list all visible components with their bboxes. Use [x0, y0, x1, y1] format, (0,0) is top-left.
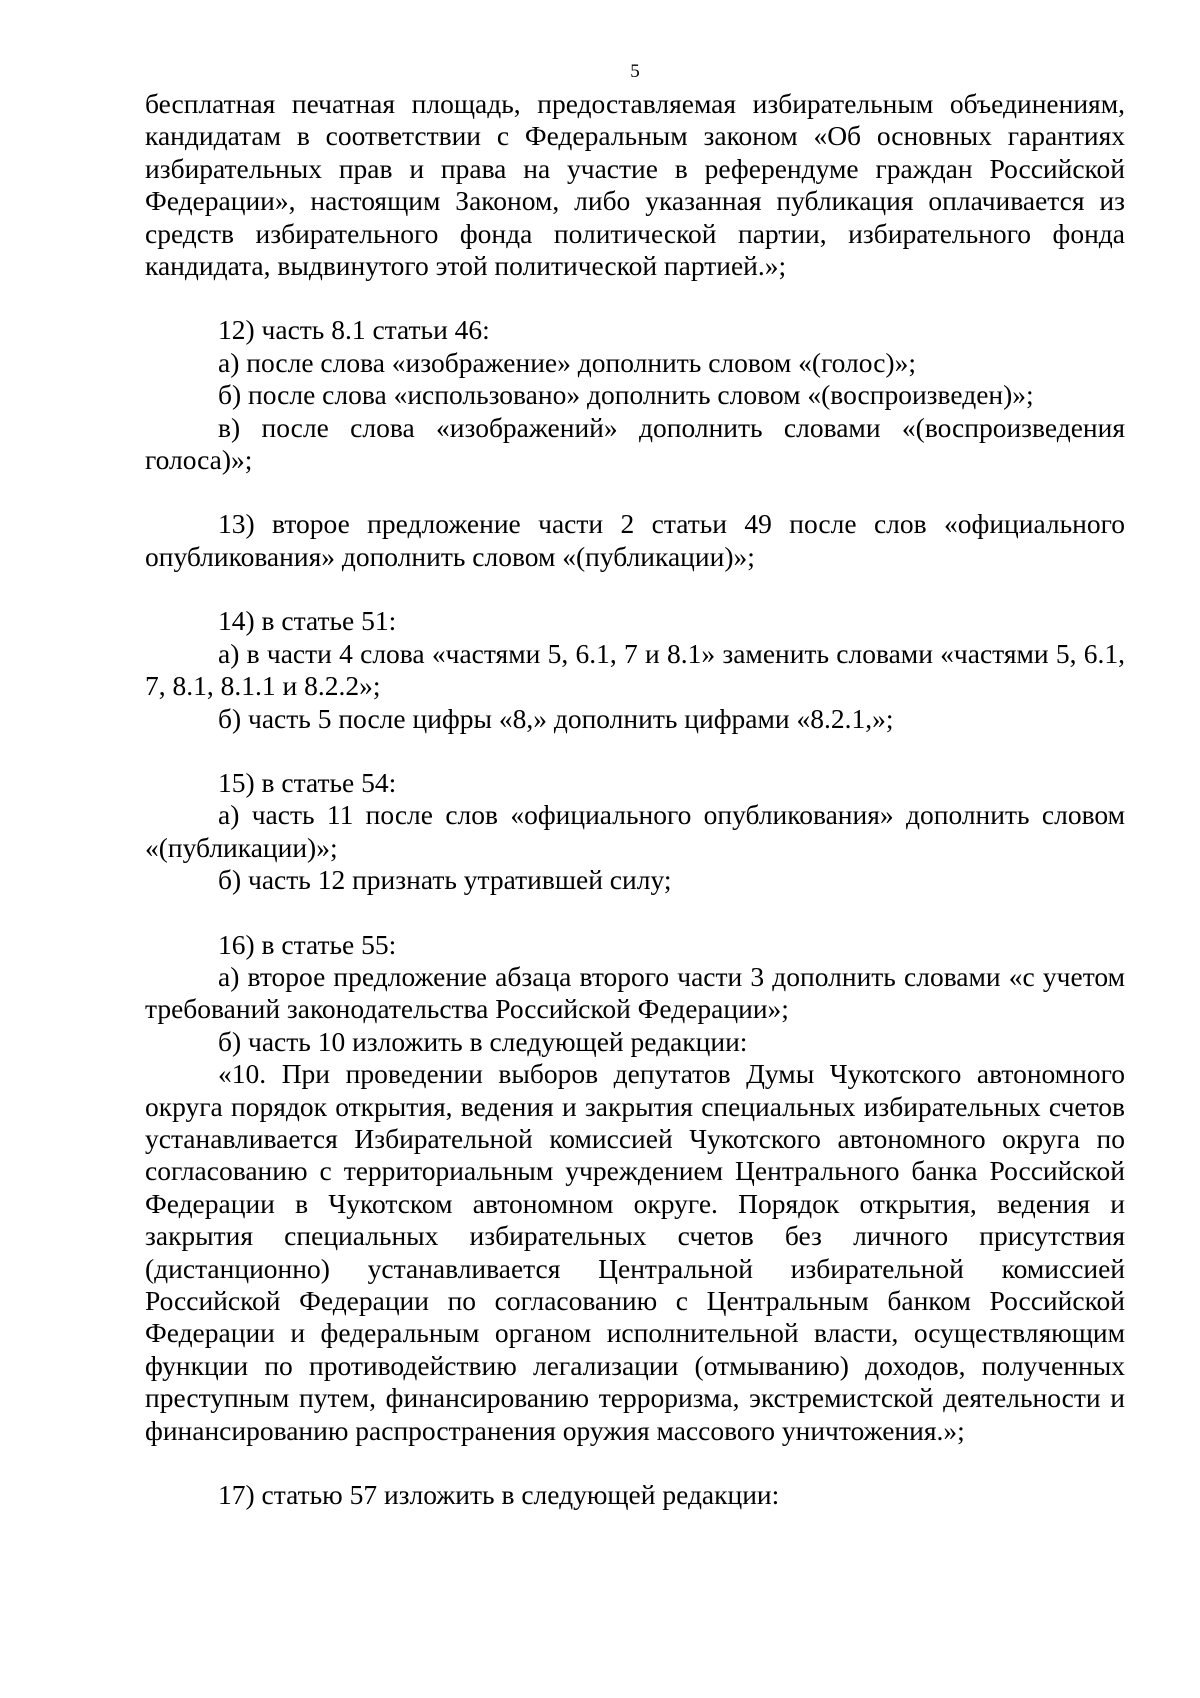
paragraph-gap	[145, 282, 1125, 314]
item-16-b: б) часть 10 изложить в следующей редакции:	[218, 1025, 748, 1057]
item-12-c: в) после слова «изображений» дополнить словами «(воспроизведения голоса)»;	[145, 411, 1125, 476]
item-15-a: а) часть 11 после слов «официального опубликования» дополнить словом «(публикации)»;	[145, 799, 1125, 863]
paragraph-gap	[145, 573, 1125, 605]
item-12-heading: 12) часть 8.1 статьи 46:	[218, 314, 490, 346]
item-15-heading: 15) в статье 54:	[218, 766, 397, 798]
item-15-b: б) часть 12 признать утратившей силу;	[218, 864, 672, 896]
paragraph-gap	[145, 1447, 1125, 1479]
item-14-b: б) часть 5 после цифры «8,» дополнить цифрами «8.2.1,»;	[218, 702, 894, 734]
item-13: 13) второе предложение части 2 статьи 49 после слов «официального опубликования» дополнить словом «(публикации)»;	[145, 508, 1125, 572]
item-12-b: б) после слова «использовано» дополнить словом «(воспроизведен)»;	[218, 379, 1034, 411]
page-number: 5	[630, 61, 640, 82]
paragraph-gap	[145, 735, 1125, 767]
paragraph-gap	[145, 476, 1125, 508]
item-14-heading: 14) в статье 51:	[218, 605, 397, 637]
item-17-heading: 17) статью 57 изложить в следующей редакции:	[218, 1479, 780, 1511]
item-14-a: а) в части 4 слова «частями 5, 6.1, 7 и 8.1» заменить словами «частями 5, 6.1, 7, 8.1, 8.1.1 и 8.2.2»;	[145, 637, 1125, 702]
item-16-a: а) второе предложение абзаца второго части 3 дополнить словами «с учетом требований законодательства Российской Федерации»;	[145, 960, 1125, 1025]
paragraph-gap	[145, 897, 1125, 929]
item-12-a: а) после слова «изображение» дополнить словом «(голос)»;	[218, 346, 916, 378]
document-page	[145, 60, 1125, 1511]
item-16-heading: 16) в статье 55:	[218, 928, 397, 960]
item-16-quoted-text: «10. При проведении выборов депутатов Думы Чукотского автономного округа порядок открытия, ведения и закрытия специальных избирательных счетов устанавливается Избирательной комиссией Чукотского автономного округа по согласованию с территориальным учреждением Центрального банка Российской Федерации в Чукотском автономном округе. Порядок открытия, ведения и закрытия специальных избирательных счетов без личного присутствия (дистанционно) устанавливается Центральной избирательной комиссией Российской Федерации по согласованию с Центральным банком Российской Федерации и федеральным органом исполнительной власти, осуществляющим функции по противодействию легализации (отмыванию) доходов, полученных преступным путем, финансированию терроризма, экстремистской деятельности и финансированию распространения оружия массового уничтожения.»;	[145, 1058, 1125, 1446]
paragraph-continuation: бесплатная печатная площадь, предоставляемая избирательным объединениям, кандидатам в соответствии с Федеральным законом «Об основных гарантиях избирательных прав и права на участие в референдуме граждан Российской Федерации», настоящим Законом, либо указанная публикация оплачивается из средств избирательного фонда политической партии, избирательного фонда кандидата, выдвинутого этой политической партией.»;	[145, 88, 1125, 282]
